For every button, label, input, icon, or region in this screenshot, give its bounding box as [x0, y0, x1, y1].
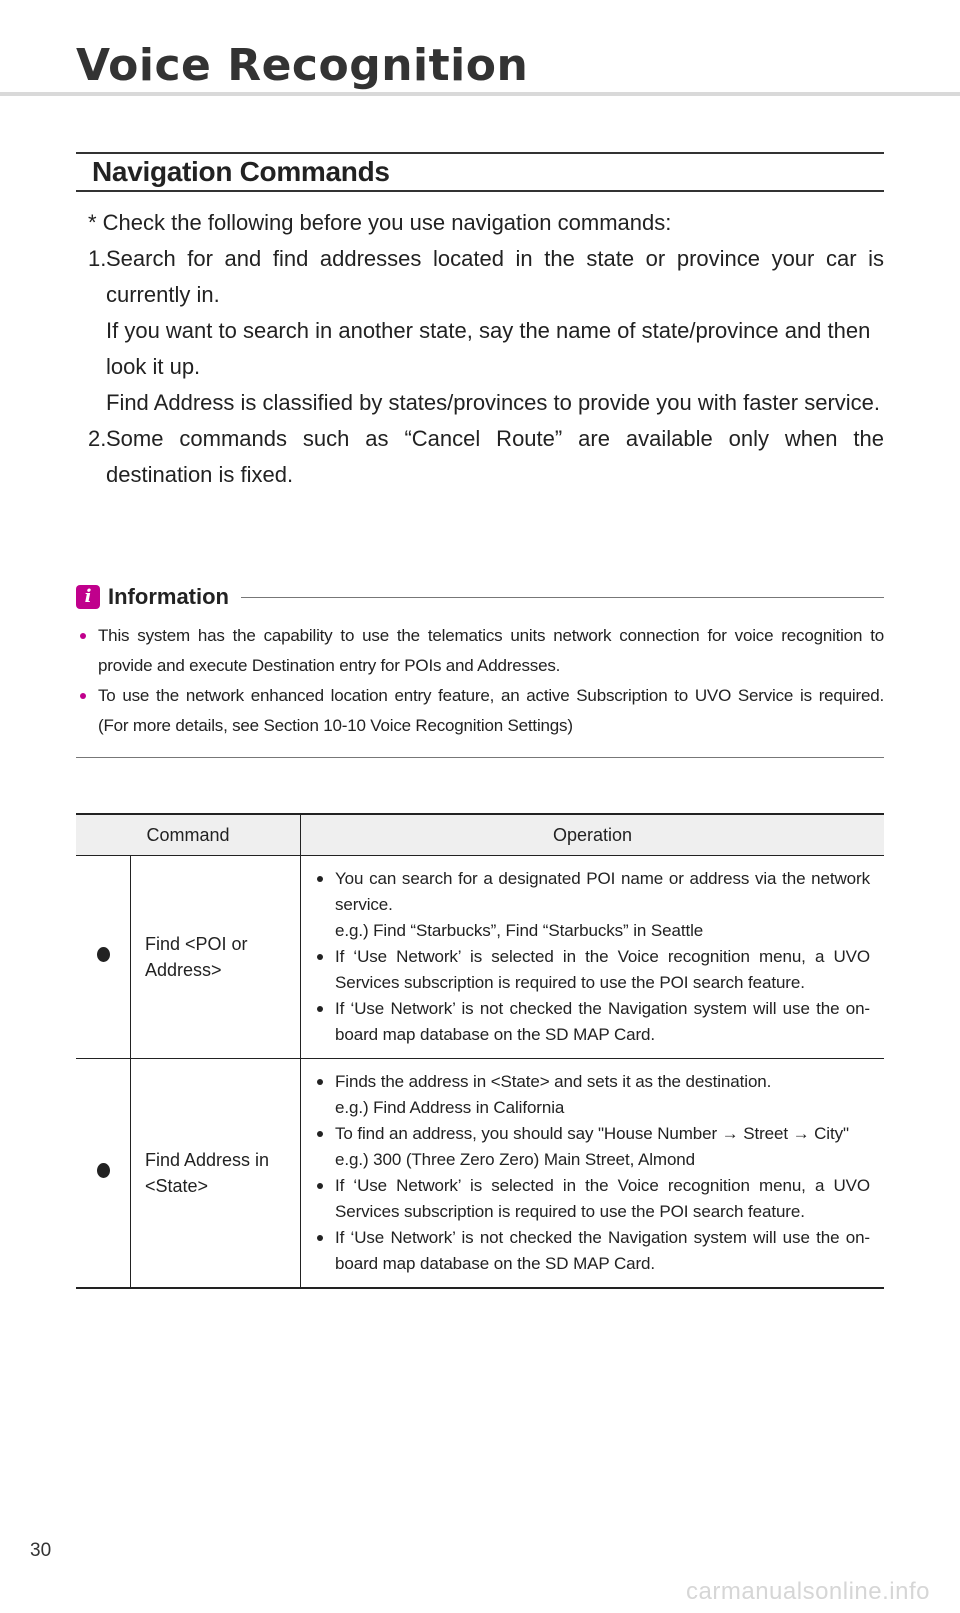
- bullet-icon: [80, 693, 86, 699]
- bullet-icon: [317, 876, 323, 882]
- table-row: [76, 856, 884, 1059]
- operation-column-header: Operation: [301, 814, 885, 856]
- operation-item: [315, 1173, 870, 1225]
- info-icon: i: [76, 585, 100, 609]
- section-header: [76, 152, 884, 192]
- intro-note: * Check the following before you use navigation commands:: [88, 210, 672, 235]
- commands-table: [76, 813, 884, 1289]
- item-number: 1.: [88, 246, 107, 271]
- operation-item: [315, 1225, 870, 1277]
- information-bullet: [76, 621, 884, 681]
- chapter-title: Voice Recognition: [76, 40, 529, 91]
- operation-text: If ‘Use Network’ is not checked the Navigation system will use the on-board map database on the SD MAP Card.: [335, 1228, 870, 1273]
- table-header-row: [76, 814, 884, 856]
- operation-item: [315, 1069, 870, 1121]
- command-column-header: Command: [76, 814, 301, 856]
- information-bullet-text: To use the network enhanced location entry feature, an active Subscription to UVO Service is required. (For more details, see Section 10-10 Voice Recognition Settings): [98, 686, 884, 735]
- section-title: Navigation Commands: [92, 156, 390, 187]
- operation-list: [315, 1069, 870, 1277]
- operation-example: e.g.) Find “Starbucks”, Find “Starbucks” in Seattle: [335, 921, 704, 940]
- operation-cell: [301, 1059, 885, 1289]
- intro-item-1-para-2: If you want to search in another state, say the name of state/province and then look it up.: [106, 318, 871, 379]
- chapter-divider: [0, 92, 960, 96]
- command-name: Find Address in <State>: [131, 1059, 301, 1289]
- operation-item: [315, 1121, 870, 1173]
- intro-item-1-para-3: Find Address is classified by states/provinces to provide you with faster service.: [106, 390, 881, 415]
- intro-item-1: [88, 241, 884, 313]
- item-text: Some commands such as “Cancel Route” are available only when the destination is fixed.: [106, 426, 884, 487]
- operation-item: [315, 944, 870, 996]
- table-row: [76, 1059, 884, 1289]
- item-number: 2.: [88, 426, 107, 451]
- bullet-icon: [317, 954, 323, 960]
- information-title: Information: [108, 584, 229, 609]
- intro-item-2: [88, 421, 884, 493]
- information-list: [76, 621, 884, 741]
- operation-text: If ‘Use Network’ is selected in the Voice recognition menu, a UVO Services subscription is required to use the POI search feature.: [335, 947, 870, 992]
- operation-example: e.g.) Find Address in California: [335, 1098, 565, 1117]
- operation-text: To find an address, you should say "House Number → Street → City": [335, 1124, 849, 1143]
- operation-item: [315, 996, 870, 1048]
- operation-example: e.g.) 300 (Three Zero Zero) Main Street, Almond: [335, 1150, 696, 1169]
- bullet-icon: [317, 1131, 323, 1137]
- operation-text: If ‘Use Network’ is selected in the Voice recognition menu, a UVO Services subscription is required to use the POI search feature.: [335, 1176, 870, 1221]
- operation-item: [315, 866, 870, 944]
- bullet-icon: [317, 1235, 323, 1241]
- information-rule: [241, 597, 884, 598]
- microphone-icon: [97, 1163, 110, 1178]
- operation-text: Finds the address in <State> and sets it as the destination.: [335, 1072, 772, 1091]
- information-header: [76, 583, 884, 611]
- watermark: carmanualsonline.info: [686, 1578, 930, 1605]
- bullet-icon: [317, 1079, 323, 1085]
- bullet-icon: [317, 1006, 323, 1012]
- operation-list: [315, 866, 870, 1048]
- operation-text: You can search for a designated POI name or address via the network service.: [335, 869, 870, 914]
- command-icon-cell: [76, 1059, 131, 1289]
- bullet-icon: [80, 633, 86, 639]
- command-name: Find <POI or Address>: [131, 856, 301, 1059]
- information-box: [76, 583, 884, 741]
- item-text: Search for and find addresses located in the state or province your car is currently in.: [106, 246, 884, 307]
- page-number: 30: [30, 1540, 52, 1561]
- operation-cell: [301, 856, 885, 1059]
- microphone-icon: [97, 947, 110, 962]
- operation-text: If ‘Use Network’ is not checked the Navigation system will use the on-board map database on the SD MAP Card.: [335, 999, 870, 1044]
- information-bullet: [76, 681, 884, 741]
- bullet-icon: [317, 1183, 323, 1189]
- intro-text: [88, 205, 884, 493]
- information-bullet-text: This system has the capability to use the telematics units network connection for voice recognition to provide and execute Destination entry for POIs and Addresses.: [98, 626, 884, 675]
- command-icon-cell: [76, 856, 131, 1059]
- information-bottom-rule: [76, 757, 884, 758]
